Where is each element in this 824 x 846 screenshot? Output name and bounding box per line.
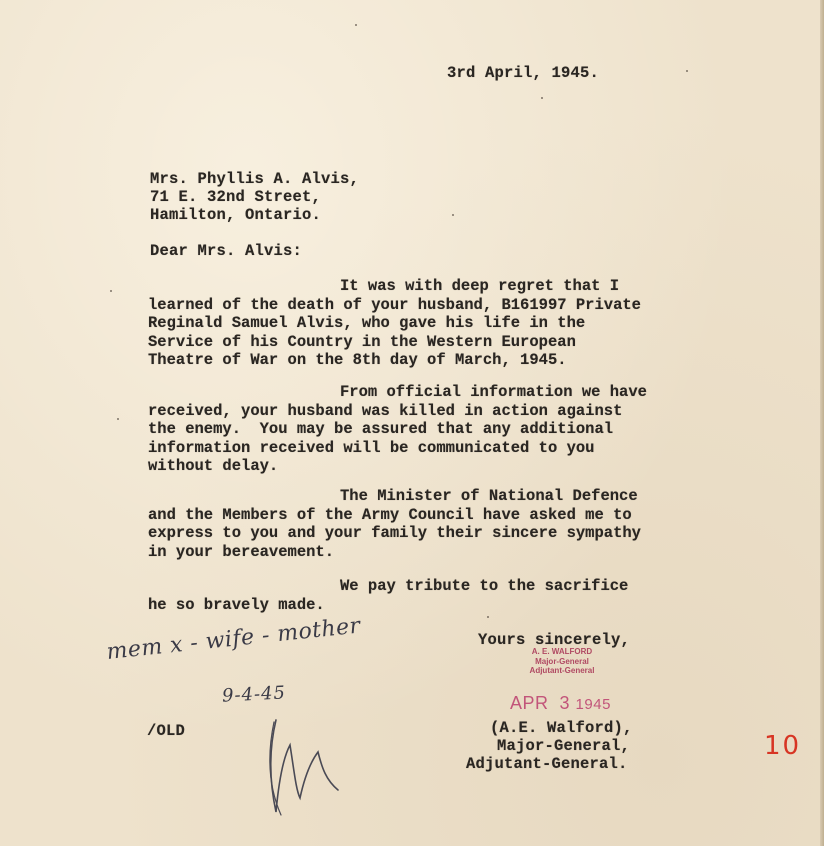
note-underline: [108, 640, 380, 666]
initials-stroke: [271, 720, 338, 812]
signatory-name: (A.E. Walford),: [490, 719, 633, 737]
letter-date: 3rd April, 1945.: [447, 64, 600, 82]
recipient-street: 71 E. 32nd Street,: [150, 188, 322, 206]
paragraph-line: received, your husband was killed in action against: [148, 401, 623, 420]
recipient-city: Hamilton, Ontario.: [150, 206, 322, 224]
paragraph-line: the enemy. You may be assured that any additional: [148, 420, 614, 438]
stamp-title: Adjutant-General: [529, 666, 595, 675]
signatory-rank: Major-General,: [497, 737, 631, 755]
paragraph-line: without delay.: [148, 457, 279, 475]
handwritten-note: mem x - wife - mother: [105, 613, 362, 665]
paragraph-line: express to you and your family their sincere sympathy: [148, 524, 641, 542]
paragraph-line: The Minister of National Defence: [340, 487, 638, 505]
stamp-rank: Major-General: [535, 656, 589, 666]
paragraph-line: Reginald Samuel Alvis, who gave his life in the: [148, 314, 586, 332]
handwritten-date: 9-4-45: [221, 682, 287, 707]
handwritten-page-number: 10: [764, 731, 802, 761]
paragraph-line: Service of his Country in the Western European: [148, 332, 576, 351]
paragraph-line: he so bravely made.: [148, 595, 325, 614]
paragraph-line: We pay tribute to the sacrifice: [340, 577, 629, 595]
signatory-title: Adjutant-General.: [466, 755, 628, 773]
paragraph-line: learned of the death of your husband, B161997 Private: [148, 295, 641, 314]
closing: Yours sincerely,: [478, 631, 631, 649]
date-stamp-year: 1945: [575, 696, 611, 713]
paragraph-line: and the Members of the Army Council have asked me to: [148, 505, 632, 524]
paragraph-line: information received will be communicated to you: [148, 438, 595, 457]
date-stamp-month-day: APR 3: [510, 693, 571, 713]
recipient-name: Mrs. Phyllis A. Alvis,: [150, 170, 360, 188]
paragraph-line: Theatre of War on the 8th day of March, 1945.: [148, 351, 567, 369]
reference-initials: /OLD: [147, 722, 186, 740]
paragraph-line: It was with deep regret that I: [340, 277, 620, 295]
paragraph-line: From official information we have: [340, 383, 647, 401]
stamp-name: A. E. WALFORD: [531, 647, 593, 656]
salutation: Dear Mrs. Alvis:: [150, 242, 303, 260]
paragraph-line: in your bereavement.: [148, 542, 335, 561]
